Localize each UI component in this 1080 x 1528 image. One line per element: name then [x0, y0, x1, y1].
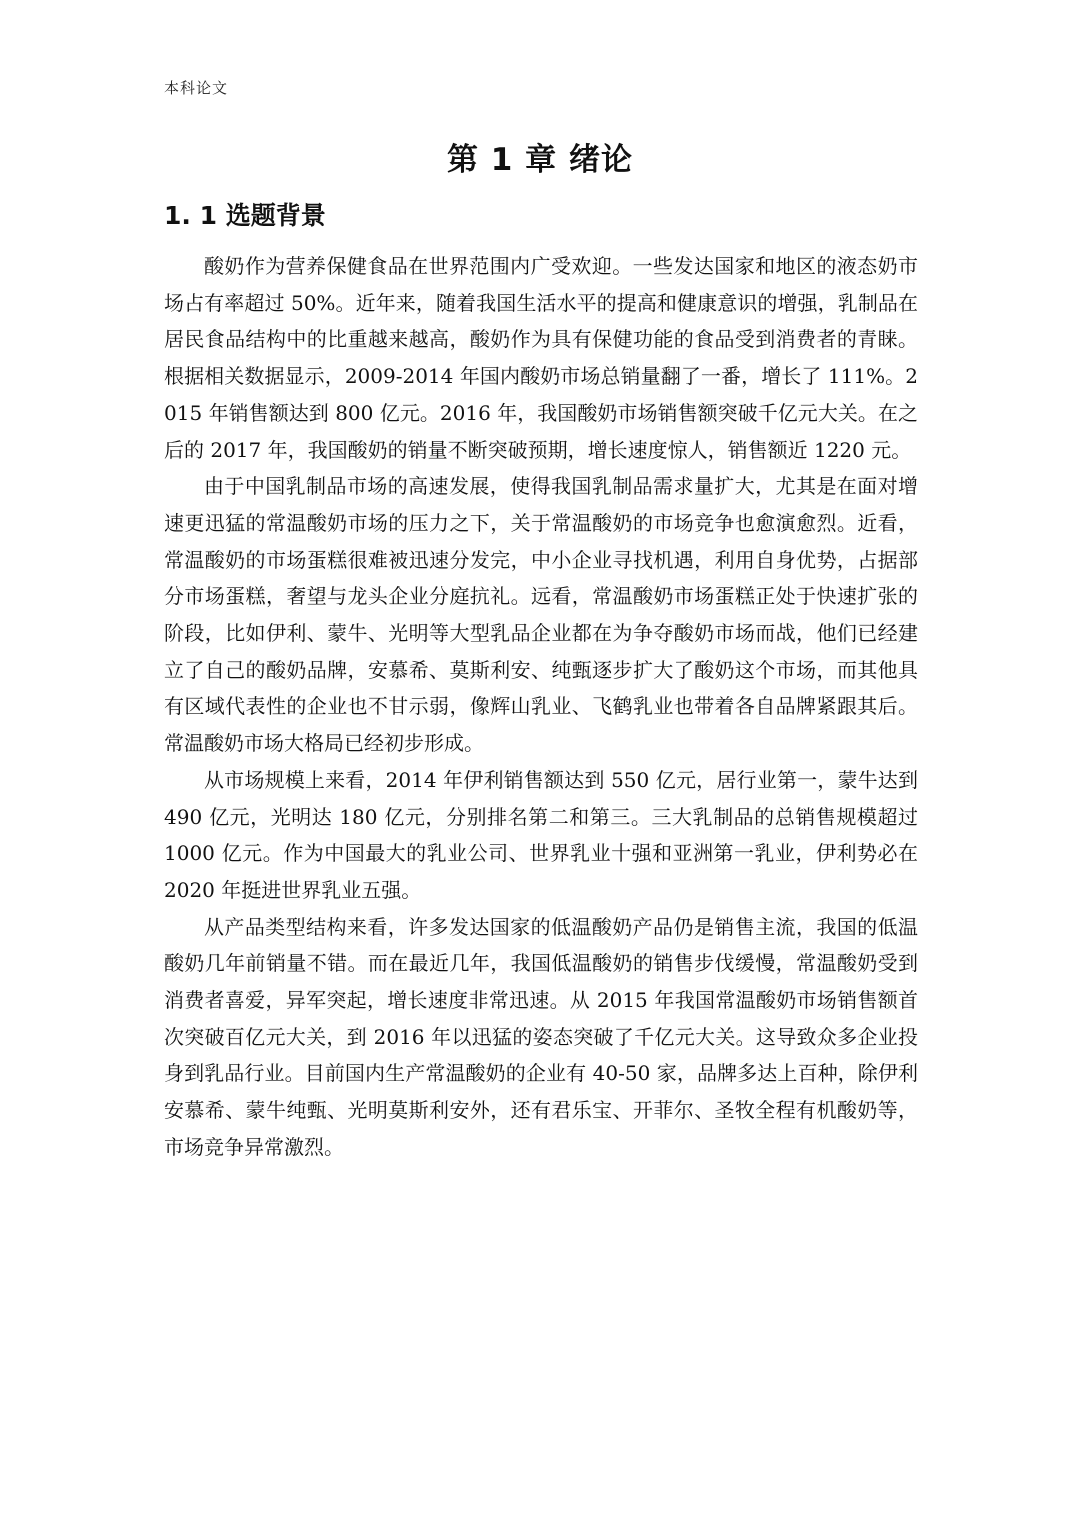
chapter-title: 第 1 章 绪论: [447, 142, 633, 178]
body-text: [164, 248, 918, 1166]
paragraph-2: 由于中国乳制品市场的高速发展，使得我国乳制品需求量扩大，尤其是在面对增速更迅猛的常温酸奶市场的压力之下，关于常温酸奶的市场竞争也愈演愈烈。近看，常温酸奶的市场蛋糕很难被迅速分发完，中小企业寻找机遇，利用自身优势，占据部分市场蛋糕，奢望与龙头企业分庭抗礼。远看，常温酸奶市场蛋糕正处于快速扩张的阶段，比如伊利、蒙牛、光明等大型乳品企业都在为争夺酸奶市场而战，他们已经建立了自己的酸奶品牌，安慕希、莫斯利安、纯甄逐步扩大了酸奶这个市场，而其他具有区域代表性的企业也不甘示弱，像辉山乳业、飞鹤乳业也带着各自品牌紧跟其后。常温酸奶市场大格局已经初步形成。: [164, 474, 918, 756]
paragraph-3: 从市场规模上来看，2014 年伊利销售额达到 550 亿元，居行业第一，蒙牛达到 490 亿元，光明达 180 亿元，分别排名第二和第三。三大乳制品的总销售规模超过 1000 亿元。作为中国最大的乳业公司、世界乳业十强和亚洲第一乳业，伊利势必在 2020 年挺进世界乳业五强。: [164, 767, 918, 902]
paragraph-4: 从产品类型结构来看，许多发达国家的低温酸奶产品仍是销售主流，我国的低温酸奶几年前销量不错。而在最近几年，我国低温酸奶的销售步伐缓慢，常温酸奶受到消费者喜爱，异军突起，增长速度非常迅速。从 2015 年我国常温酸奶市场销售额首次突破百亿元大关，到 2016 年以迅猛的姿态突破了千亿元大关。这导致众多企业投身到乳品行业。目前国内生产常温酸奶的企业有 40-50 家，品牌多达上百种，除伊利安慕希、蒙牛纯甄、光明莫斯利安外，还有君乐宝、开菲尔、圣牧全程有机酸奶等，市场竞争异常激烈。: [164, 914, 918, 1159]
running-header: 本科论文: [164, 79, 229, 97]
section-title: 1. 1 选题背景: [164, 201, 326, 230]
paragraph-1: 酸奶作为营养保健食品在世界范围内广受欢迎。一些发达国家和地区的液态奶市场占有率超过 50%。近年来，随着我国生活水平的提高和健康意识的增强，乳制品在居民食品结构中的比重越来越高，酸奶作为具有保健功能的食品受到消费者的青睐。根据相关数据显示，2009-2014 年国内酸奶市场总销量翻了一番，增长了 111%。2015 年销售额达到 800 亿元。2016 年，我国酸奶市场销售额突破千亿元大关。在之后的 2017 年，我国酸奶的销量不断突破预期，增长速度惊人，销售额近 1220 元。: [164, 254, 918, 462]
